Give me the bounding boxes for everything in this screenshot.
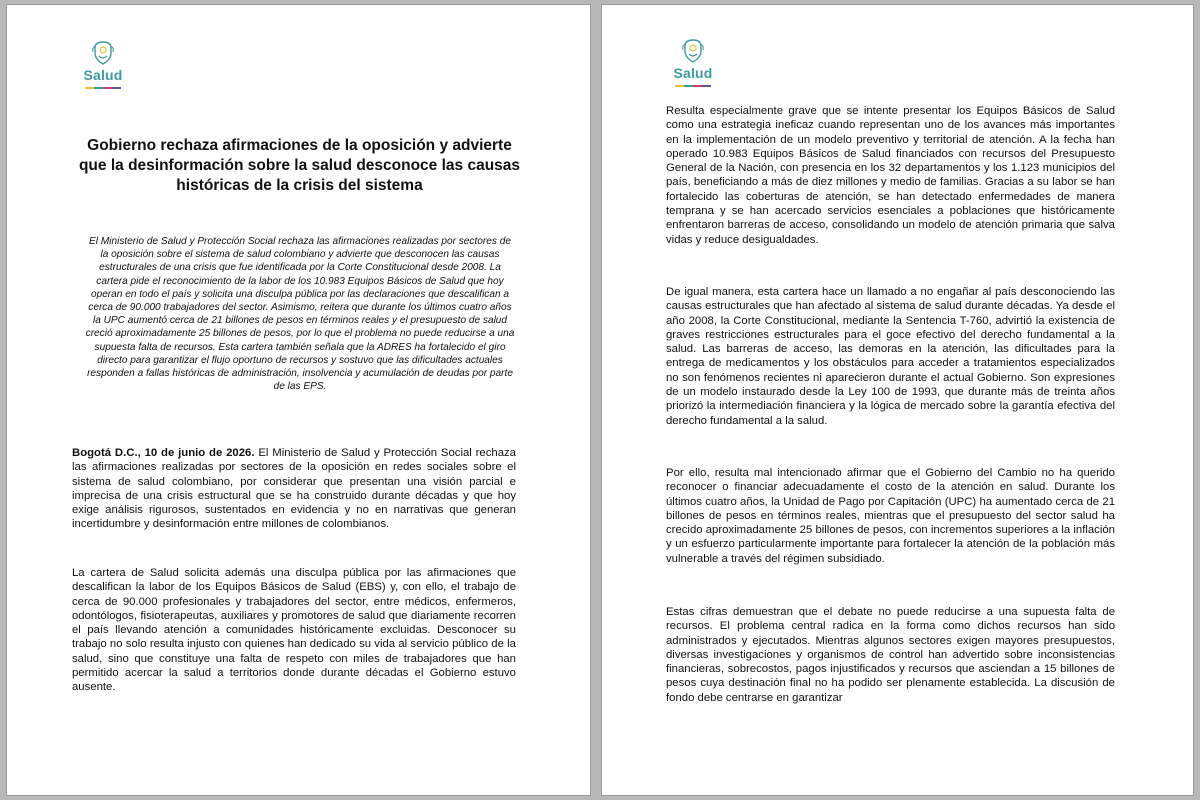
logo-wordmark: Salud: [83, 67, 123, 83]
logo-color-bar: [675, 85, 711, 87]
dateline: Bogotá D.C., 10 de junio de 2026.: [72, 447, 255, 459]
paragraph-4: De igual manera, esta cartera hace un llamado a no engañar al país desconociendo las causas estructurales que han afectado al sistema de salud durante décadas. Ya desde el año 2008, la Corte Constitucional, mediante la Sentencia T-760, advirtió la existencia de graves restricciones estructurales para el goce efectivo del derecho fundamental a la salud. Las barreras de acceso, las demoras en la atención, las dificultades para la entrega de medicamentos y los obstáculos para acceder a tratamientos especializados no son fenómenos recientes ni aparecieron durante el actual Gobierno. Son expresiones de un modelo instaurado desde la Ley 100 de 1993, que durante más de treinta años priorizó la intermediación financiera y la lógica de mercado sobre la garantía efectiva del derecho fundamental a la salud.: [666, 286, 1115, 427]
paragraph-1-body: El Ministerio de Salud y Protección Social rechaza las afirmaciones realizadas por sectores de la oposición en redes sociales sobre el sistema de salud colombiano, por considerar que presentan una visión parcial e imprecisa de una crisis estructural que se ha construido durante décadas y que hoy exige análisis rigurosos, sustentados en evidencia y no en narrativas que generan incertidumbre y desinformación entre millones de colombianos.: [72, 447, 516, 531]
paragraph-2: La cartera de Salud solicita además una disculpa pública por las afirmaciones que descalifican la labor de los Equipos Básicos de Salud (EBS) y, con ello, el trabajo de cerca de 90.000 profesionales y trabajadores del sector, entre médicos, enfermeros, odontólogos, fisioterapeutas, auxiliares y promotores de salud que diariamente recorren el país llevando atención a comunidades históricamente excluidas. Desconocer su trabajo no solo resulta injusto con quienes han dedicado su vida al servicio público de la salud, sino que constituye una falta de respeto con miles de trabajadores que han permitido acercar la salud a territorios donde durante décadas el Gobierno estuvo ausente.: [72, 567, 516, 694]
salud-logo-right: [668, 38, 718, 87]
paragraph-5: Por ello, resulta mal intencionado afirmar que el Gobierno del Cambio no ha querido reconocer o financiar adecuadamente el costo de la atención en salud. Durante los últimos cuatro años, la Unidad de Pago por Capitación (UPC) ha aumentado cerca de 21 billones de pesos en términos reales, mientras que el presupuesto del sector salud ha crecido aproximadamente 25 billones de pesos, con incrementos superiores a la inflación y un esfuerzo particularmente importante para fortalecer la atención de la población más vulnerable a través del régimen subsidiado.: [666, 467, 1115, 565]
logo-color-bar: [85, 87, 121, 89]
logo-wordmark: Salud: [673, 65, 713, 81]
press-release-summary: El Ministerio de Salud y Protección Social rechaza las afirmaciones realizadas por sectores de la oposición sobre el sistema de salud colombiano y advierte que desconocen las causas estructurales de una crisis que fue identificada por la Corte Constitucional desde 2008. La cartera pide el reconocimiento de la labor de los 10.983 Equipos Básicos de Salud que hoy operan en todo el país y solicita una disculpa pública por las declaraciones que descalifican a cerca de 90.000 trabajadores del sector. Asimismo, reitera que durante los últimos cuatro años la UPC aumentó cerca de 21 billones de pesos en términos reales y el presupuesto de salud creció aproximadamente 25 billones de pesos, por lo que el problema no puede reducirse a una supuesta falta de recursos. Esta cartera también señala que la ADRES ha fortalecido el giro directo para garantizar el flujo oportuno de recursos y sostuvo que las dificultades actuales responden a fallas históricas de administración, insolvencia y acumulación de deudas por parte de las EPS.: [85, 236, 515, 393]
paragraph-3: Resulta especialmente grave que se intente presentar los Equipos Básicos de Salud como una estrategia ineficaz cuando representan uno de los avances más importantes en la implementación de un modelo preventivo y territorial de atención. A la fecha han operado 10.983 Equipos Básicos de Salud financiados con recursos del Presupuesto General de la Nación, con presencia en los 32 departamentos y los 1.123 municipios del país, beneficiando a más de diez millones y medio de familias. Gracias a su labor se han fortalecido las coberturas de atención, se han detectado enfermedades de manera temprana y se han acercado servicios esenciales a poblaciones que históricamente enfrentaron barreras de acceso, consolidando un modelo de atención primaria que salva vidas y reduce desigualdades.: [666, 105, 1115, 246]
paragraph-6: Estas cifras demuestran que el debate no puede reducirse a una supuesta falta de recursos. El problema central radica en la forma como dichos recursos han sido administrados y ejecutados. Mientras algunos sectores exigen mayores presupuestos, diversas investigaciones y organismos de control han advertido sobre inconsistencias financieras, sobrecostos, pagos injustificados y recursos que asciendan a 15 billones de pesos cuya destinación final no ha podido ser plenamente establecida. La discusión de fondo debe centrarse en garantizar: [666, 606, 1115, 704]
shield-emblem-icon: [680, 38, 706, 64]
press-release-title: Gobierno rechaza afirmaciones de la oposición y advierte que la desinformación sobre la salud desconoce las causas históricas de la crisis del sistema: [78, 137, 521, 194]
paragraph-dateline: [72, 446, 516, 532]
salud-logo-left: [78, 40, 128, 89]
shield-emblem-icon: [90, 40, 116, 66]
